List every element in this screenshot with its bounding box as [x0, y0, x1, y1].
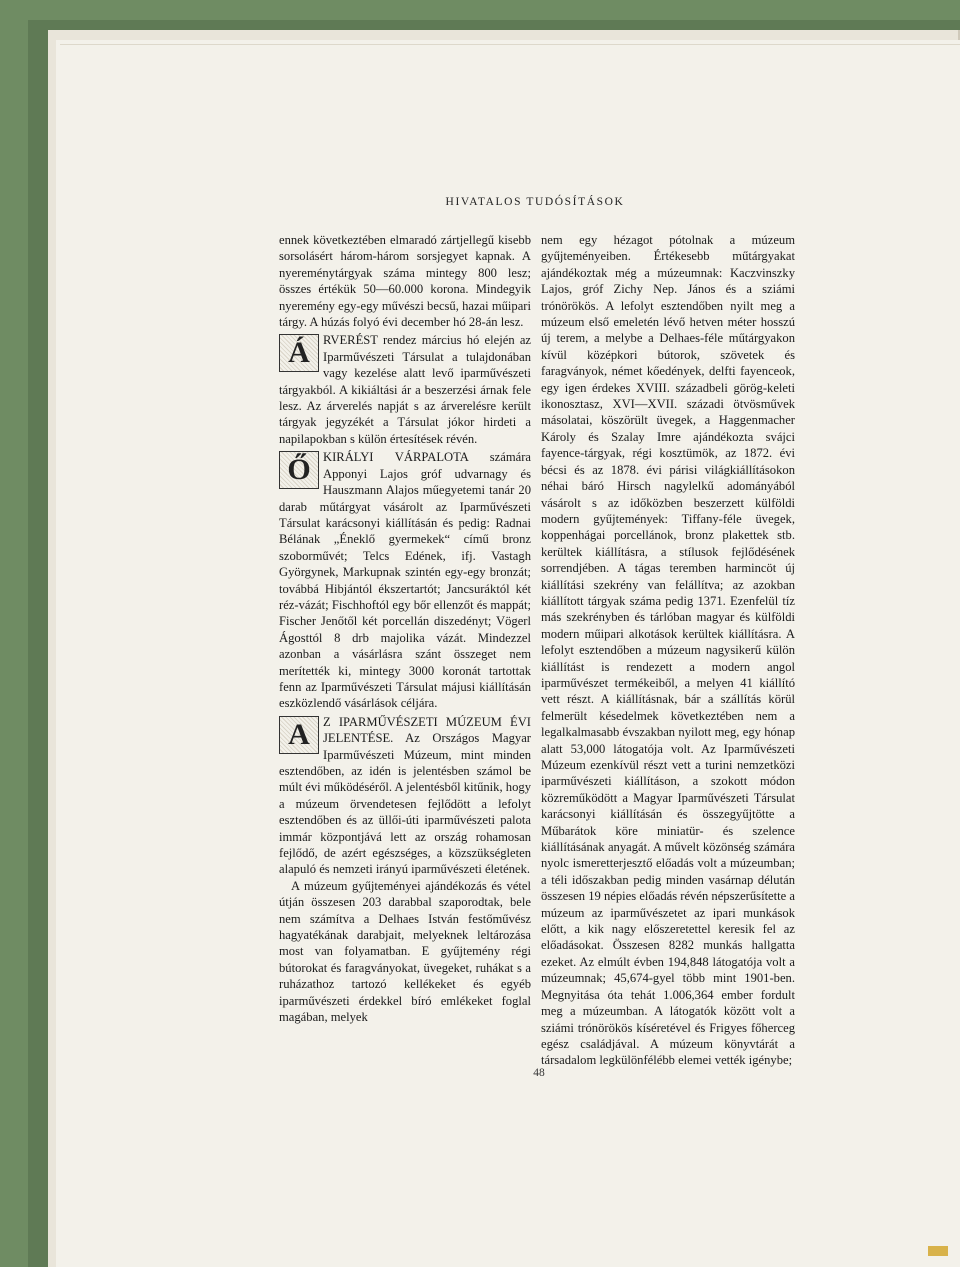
section-kiralyi-varpalota	[279, 449, 531, 712]
page-number: 48	[533, 1067, 545, 1079]
right-column	[541, 232, 795, 1069]
paragraph-text: KIRÁLYI VÁRPALOTA számára Apponyi Lajos gróf udvarnagy és Hauszmann Alajos műegyetemi tanár 20 darab műtárgyat vásárolt az Iparművészeti Társulat karácsonyi kiállításán és pedig: Radnai Bélának „Éneklő gyermekek“ című bronz szoborművét; Telcs Edének, ifj. Vastagh Györgynek, Markupnak szintén egy-egy bronzát; továbbá Hibjántól ékszertartót; Jancsuráktól két réz-vázát; Fischhoftól egy bőr ellenzőt és mappát; Fischer Jenőtől két porcellán diszedényt; Vögerl Ágosttól 8 drb majolika vázát. Mindezzel azonban a vásárlásra szánt összeget nem merítették ki, mintegy 3000 koronát tartottak fenn az Iparművészeti Társulat májusi kiállításán eszközlendő vásárlások céljára.	[279, 450, 531, 711]
paragraph-text: Z IPARMŰVÉSZETI MÚZEUM ÉVI JELENTÉSE. Az Országos Magyar Iparművészeti Múzeum, mint minden esztendőben, az idén is jelentésben számol be múlt évi működéséről. A jelentésből kitűnik, hogy a múzeum örvendetesen fejlődött a lefolyt esztendőben és az üllői-úti iparművészeti palota immár központjává lett az ország rohamosan fejlődő, de azért egészséges, a közszükségleten alapuló és nemzeti irányú iparművészeti életének.	[279, 714, 531, 877]
paragraph: A múzeum gyűjteményei ajándékozás és vétel útján összesen 203 darabbal szaporodtak, bele nem számítva a Delhaes István festőművész hagyatékának darabjait, melyeknek leltározása most van folyamatban. E gyűjtemény régi bútorokat és faragványokat, üvegeket, ruhákat s a ruházathoz tartozó kellékeket és egyéb iparművészeti érdekkel bíró emlékeket foglal magában, melyek	[279, 878, 531, 1025]
decorated-initial: A	[279, 716, 319, 754]
bookmark-tab	[928, 1246, 948, 1256]
page-edge-line	[60, 44, 960, 45]
section-arveres	[279, 332, 531, 447]
left-column	[279, 232, 531, 1026]
running-head: HIVATALOS TUDÓSÍTÁSOK	[445, 196, 625, 208]
decorated-initial: Ő	[279, 451, 319, 489]
paragraph: ennek következtében elmaradó zártjellegű kisebb sorsolásért három-három sorsjegyet kapnak. A nyereménytárgyak száma mintegy 800 lesz; összes értékük 50—60.000 korona. Mindegyik nyeremény egy-egy művészi becsű, hazai műipari tárgy. A húzás folyó évi december hó 28-án lesz.	[279, 233, 531, 330]
paragraph-text: RVERÉST rendez március hó elején az Iparművészeti Társulat a tulajdonában vagy kezelése alatt levő iparművészeti tárgyakból. A kikiáltási ár a beszerzési árnak fele lesz. Az árverelés napját s az árverelésre került tárgyak jegyzékét a Társulat jókor hirdeti a napilapokban s külön értesítések révén.	[279, 333, 531, 446]
decorated-initial: Á	[279, 334, 319, 372]
section-muzeum-jelentes	[279, 714, 531, 878]
paragraph: nem egy hézagot pótolnak a múzeum gyűjteményeiben. Értékesebb műtárgyakat ajándékoztak még a múzeumnak: Kaczvinszky Lajos, gróf Zichy Nep. János és a sziámi trónörökös. A lefolyt esztendőben nyilt meg a múzeum első emeletén lévő hetven méter hosszú új terem, a melybe a Delhaes-féle műtárgyakon kívül középkori bútorok, szövetek és faragványok, német kőedények, delfti fayenceok, egy igen érdekes XVIII. századbeli görög-keleti ikonosztasz, XVI—XVII. századi ötvösművek másolatai, köszörült üvegek, a Haggenmacher Károly és Szalay Imre ajándékozta svájci fayence-tárgyak, régi kosztümök, az 1872. évi bécsi és az 1878. évi párisi világkiállításokon néhai báró Hirsch nagylelkű adományából vásárolt s az időközben beszerzett külföldi modern gyűjtemények: Tiffany-féle üvegek, koppenhágai porcellánok, bronz plakettek stb. kerültek kiállításra, a stílusok fejlődésének sorrendjében. A tágas teremben harmincöt új kiállítási szekrény van felállítva; az azokban kiállított tárgyak száma pedig 1371. Ezenfelül tíz más szekrényben és tárlóban magyar és külföldi modern műipari alkotások kerültek kiállításra. A lefolyt esztendőben a múzeum nagysikerű külön kiállítást is rendezett a modern angol iparművészet termékeiből, a melyen 41 kiállító vett részt. A kiállításnak, bár a szállítás körül felmerült késedelmek következtében nem a legalkalmasabb évszakban nyilott meg, egy hónap alatt 53,000 látogatója volt. Az Iparművészeti Múzeum ezenkívül részt vett a turini nemzetközi iparművészeti kiállításon, a szokott módon közreműködött a Magyar Iparművészeti Társulat karácsonyi kiállításán és összegyűjtötte a Műbarátok köre miniatür- és szelence kiállításának anyagát. A művelt közönség számára nyolc ismeretterjesztő előadás volt a múzeumban; a téli időszakban pedig minden vasárnap délután összesen 19 népies előadás révén népszerűsítette a múzeum az iparművészetet az ipari munkások előtt, a kik nagy előszeretettel keresik fel az előadásokat. Összesen 8282 munkás hallgatta ezeket. Az elmúlt évben 194,848 látogatója volt a múzeumnak; 45,674-gyel több mint 1901-ben. Megnyitása óta tehát 1.006,364 ember fordult meg a múzeumban. A látogatók között volt a sziámi trónörökös kíséretével és Frigyes főherceg egész családjával. A múzeum könyvtárát a társadalom legkülönfélébb elemei vették igénybe;	[541, 233, 795, 1068]
